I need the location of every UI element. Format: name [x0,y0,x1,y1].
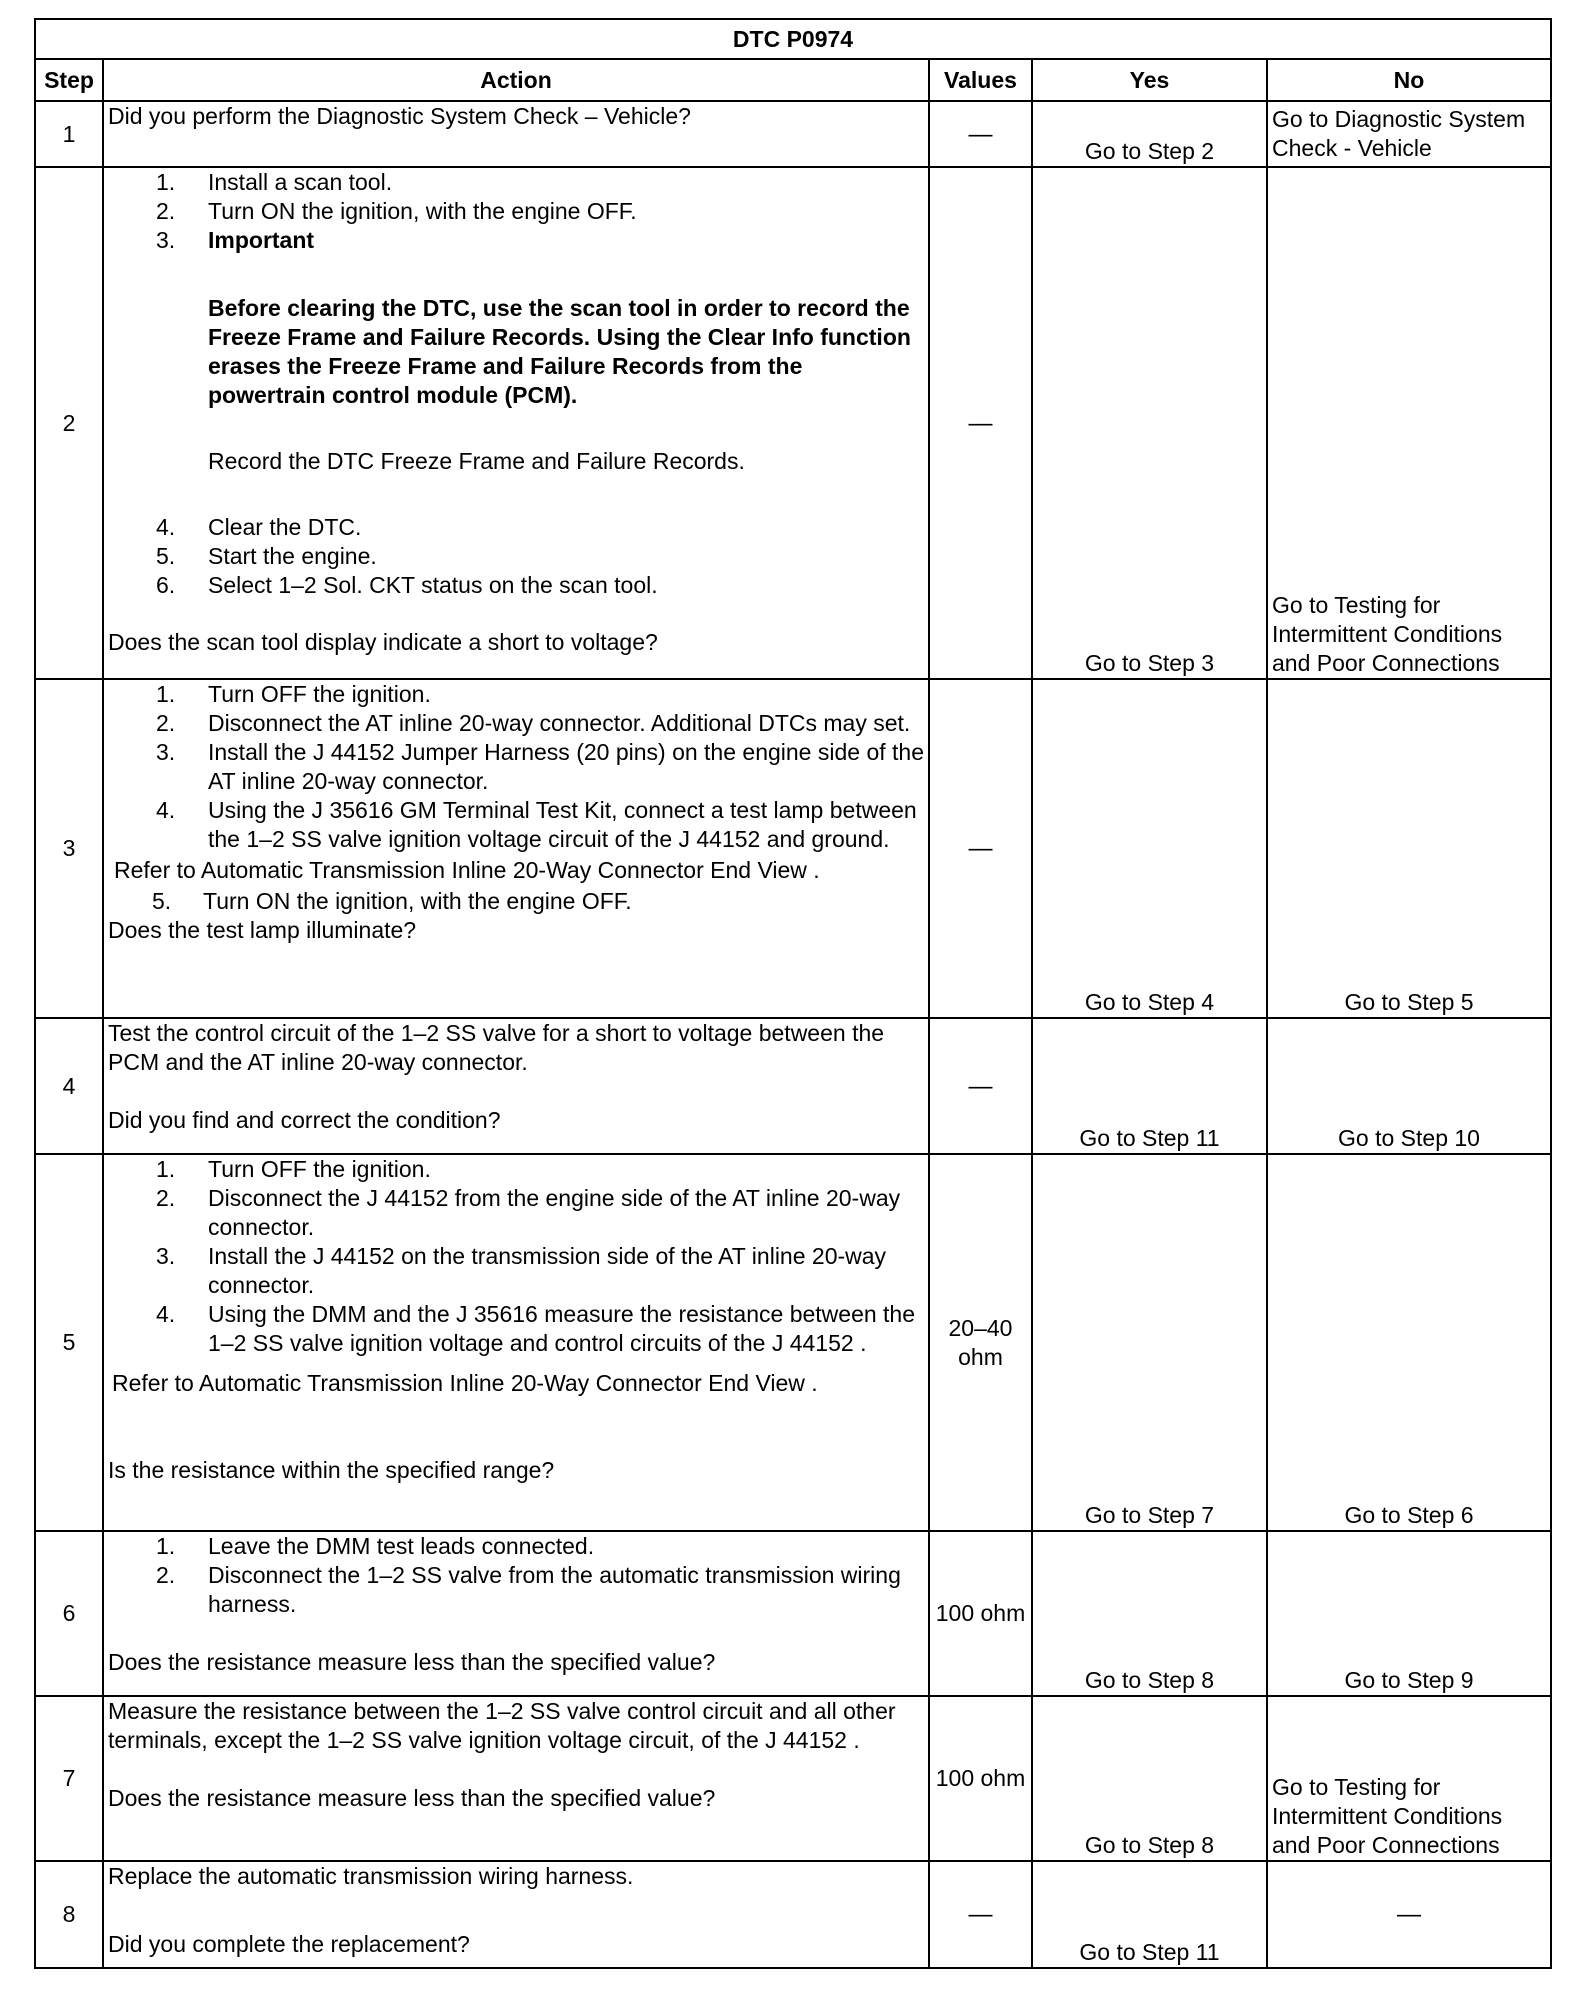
yes-cell: Go to Step 3 [1032,167,1267,679]
step-number: 6 [35,1531,103,1696]
list-item: 4. Using the DMM and the J 35616 measure the resistance between the 1–2 SS valve ignition voltage and control circuits of the J 44152 . [156,1301,916,1356]
list-item: 5. Turn ON the ignition, with the engine OFF. [152,888,632,914]
step-number: 4 [35,1018,103,1154]
step-number: 2 [35,167,103,679]
no-cell: — [1267,1861,1551,1968]
list-item: 2. Turn ON the ignition, with the engine OFF. [156,198,637,224]
step-number: 1 [35,101,103,167]
no-cell: Go to Step 10 [1267,1018,1551,1154]
step-list [108,1155,924,1358]
list-item: 3. Install the J 44152 on the transmission side of the AT inline 20-way connector. [156,1243,887,1298]
list-item: 2. Disconnect the 1–2 SS valve from the automatic transmission wiring harness. [156,1562,901,1617]
table-row [35,1696,1551,1861]
header-step: Step [35,59,103,101]
list-item: 1. Install a scan tool. [156,169,393,195]
yes-cell: Go to Step 7 [1032,1154,1267,1531]
yes-cell: Go to Step 11 [1032,1018,1267,1154]
title-row [35,19,1551,59]
values-cell: — [929,1861,1032,1968]
no-cell: Go to Step 6 [1267,1154,1551,1531]
values-cell: 100 ohm [929,1696,1032,1861]
yes-cell: Go to Step 8 [1032,1696,1267,1861]
list-item: 4. Using the J 35616 GM Terminal Test Kit, connect a test lamp between the 1–2 SS valve ignition voltage circuit of the J 44152 and ground. [156,797,917,852]
question-text: Does the scan tool display indicate a short to voltage? [108,629,658,655]
no-cell: Go to Step 5 [1267,679,1551,1018]
yes-cell: Go to Step 2 [1032,101,1267,167]
header-values: Values [929,59,1032,101]
action-cell [103,1154,929,1531]
question-text: Did you find and correct the condition? [108,1107,501,1133]
list-item: 1. Turn OFF the ignition. [156,681,431,707]
list-item: 6. Select 1–2 Sol. CKT status on the scan tool. [156,572,658,598]
action-cell [103,1696,929,1861]
action-text: Test the control circuit of the 1–2 SS valve for a short to voltage between the PCM and the AT inline 20-way connector. [108,1020,885,1075]
important-note: Before clearing the DTC, use the scan tool in order to record the Freeze Frame and Failure Records. Using the Clear Info function erases the Freeze Frame and Failure Records from the powertrain control module (PCM). [208,295,911,408]
step-number: 5 [35,1154,103,1531]
question-text: Is the resistance within the specified range? [108,1457,555,1483]
list-item: 4. Clear the DTC. [156,514,362,540]
step-list [108,1532,924,1619]
question-text: Did you complete the replacement? [108,1931,470,1957]
table-row [35,101,1551,167]
action-text: Measure the resistance between the 1–2 SS valve control circuit and all other terminals, except the 1–2 SS valve ignition voltage circuit, of the J 44152 . [108,1698,896,1753]
header-yes: Yes [1032,59,1267,101]
action-cell [103,679,929,1018]
list-item: 3. Important [156,227,315,253]
list-item: 2. Disconnect the AT inline 20-way connector. Additional DTCs may set. [156,710,911,736]
list-item: 3. Install the J 44152 Jumper Harness (20 pins) on the engine side of the AT inline 20-way connector. [156,739,924,794]
values-cell: 100 ohm [929,1531,1032,1696]
step-list [108,680,924,854]
yes-cell: Go to Step 4 [1032,679,1267,1018]
table-row [35,1018,1551,1154]
step-list [108,168,924,255]
list-item: 1. Leave the DMM test leads connected. [156,1533,595,1559]
action-cell [103,1531,929,1696]
table-row [35,679,1551,1018]
no-cell: Go to Testing for Intermittent Conditions and Poor Connections [1267,1696,1551,1861]
values-cell: — [929,167,1032,679]
action-cell [103,1861,929,1968]
table-row [35,1154,1551,1531]
values-cell: — [929,1018,1032,1154]
header-row [35,59,1551,101]
record-note: Record the DTC Freeze Frame and Failure Records. [208,448,745,474]
action-cell [103,167,929,679]
no-cell: Go to Diagnostic System Check - Vehicle [1267,101,1551,167]
table-row [35,1531,1551,1696]
action-cell [103,1018,929,1154]
no-cell: Go to Testing for Intermittent Conditions and Poor Connections [1267,167,1551,679]
step-number: 8 [35,1861,103,1968]
question-text: Does the test lamp illuminate? [108,917,417,943]
question-text: Does the resistance measure less than the specified value? [108,1649,716,1675]
action-cell [103,101,929,167]
refer-link-text: Refer to Automatic Transmission Inline 20-Way Connector End View . [114,857,820,883]
header-no: No [1267,59,1551,101]
question-text: Does the resistance measure less than the specified value? [108,1785,716,1811]
values-cell: — [929,101,1032,167]
list-item: 5. Start the engine. [156,543,377,569]
yes-cell: Go to Step 8 [1032,1531,1267,1696]
no-cell: Go to Step 9 [1267,1531,1551,1696]
table-row [35,1861,1551,1968]
header-action: Action [103,59,929,101]
table-row [35,167,1551,679]
action-text: Did you perform the Diagnostic System Check – Vehicle? [108,103,691,129]
table-title: DTC P0974 [35,19,1551,59]
dtc-table [34,18,1552,1969]
action-text: Replace the automatic transmission wiring harness. [108,1863,634,1889]
values-cell: 20–40 ohm [929,1154,1032,1531]
list-item: 2. Disconnect the J 44152 from the engine side of the AT inline 20-way connector. [156,1185,901,1240]
step-list [108,513,924,600]
values-cell: — [929,679,1032,1018]
yes-cell: Go to Step 11 [1032,1861,1267,1968]
list-item: 1. Turn OFF the ignition. [156,1156,431,1182]
step-number: 3 [35,679,103,1018]
step-number: 7 [35,1696,103,1861]
refer-link-text: Refer to Automatic Transmission Inline 20-Way Connector End View . [112,1370,818,1396]
